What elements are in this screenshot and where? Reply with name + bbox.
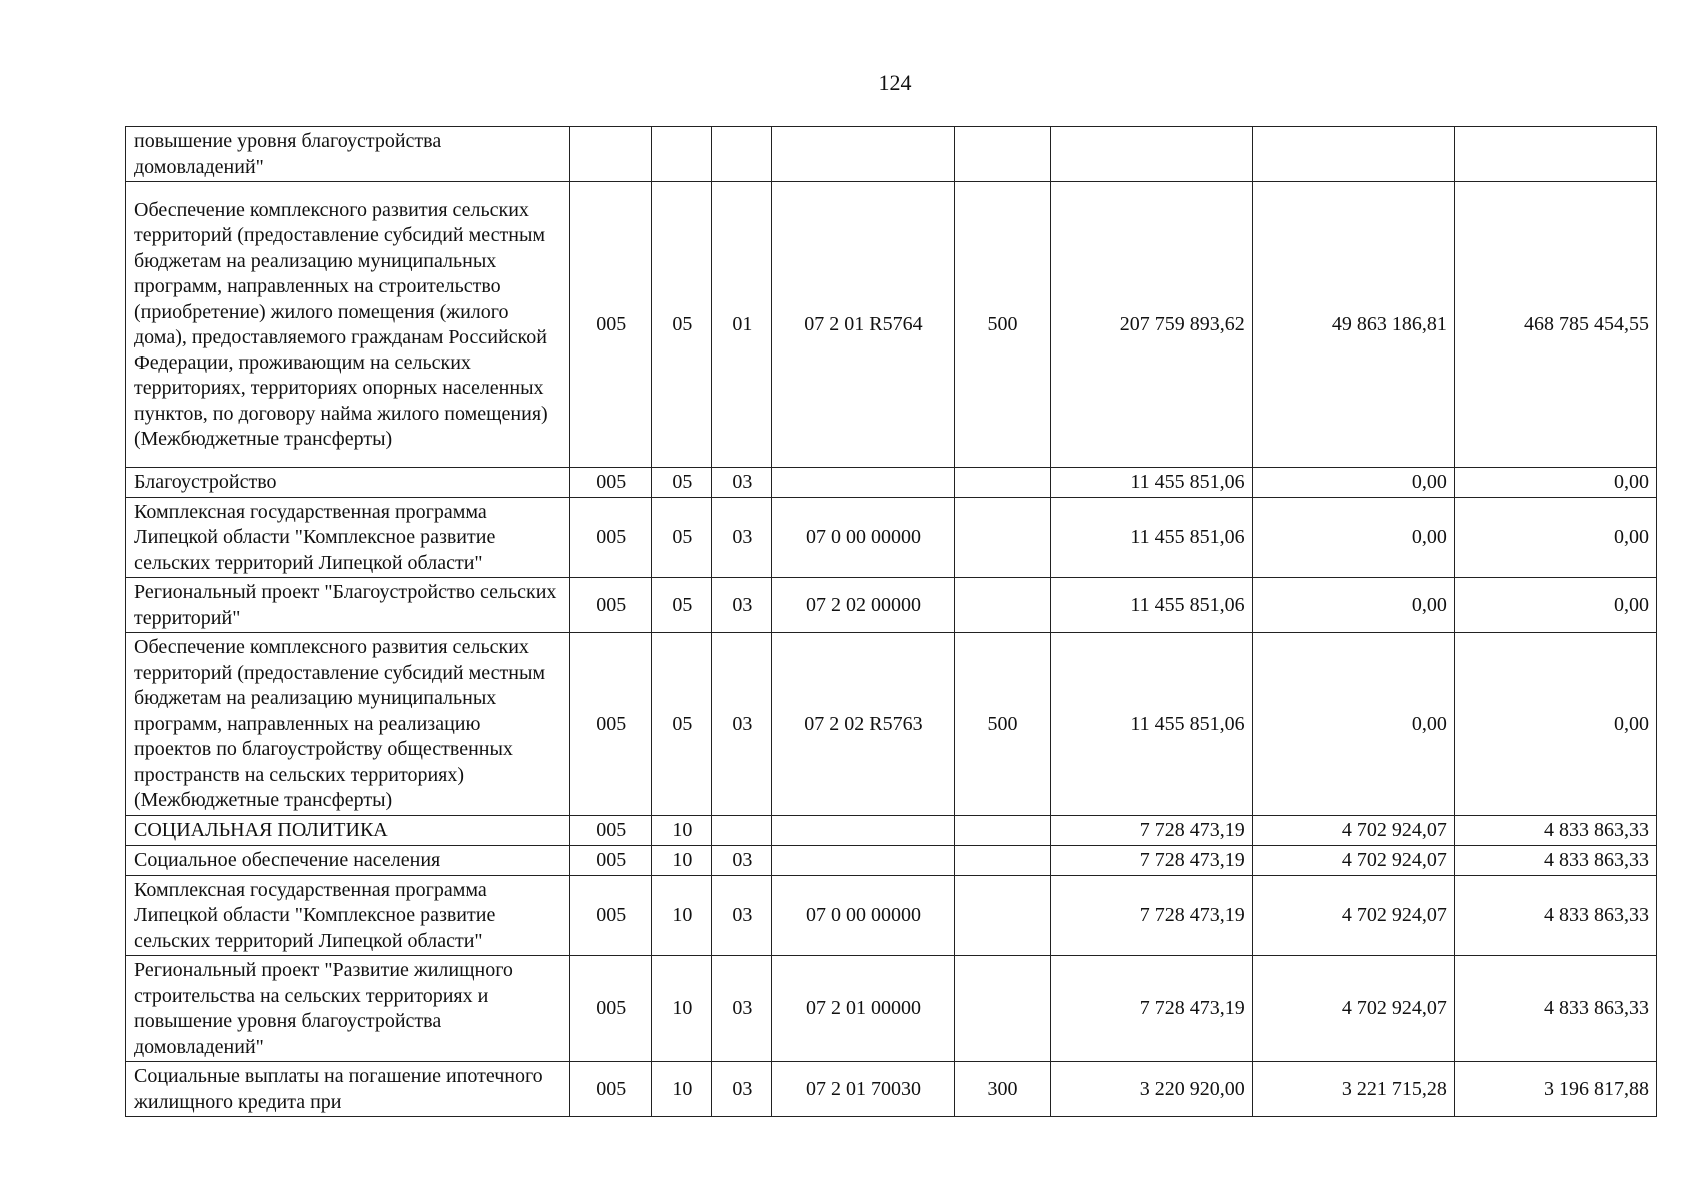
row-target-article: 07 2 02 00000: [772, 578, 954, 633]
row-target-article: 07 2 01 70030: [772, 1062, 954, 1117]
row-amount-year1: 7 728 473,19: [1050, 845, 1252, 875]
row-name: Социальное обеспечение населения: [126, 845, 570, 875]
row-expense-type: 500: [954, 633, 1050, 816]
row-amount-year3: 4 833 863,33: [1454, 845, 1656, 875]
row-grbs: 005: [570, 845, 652, 875]
row-grbs: 005: [570, 1062, 652, 1117]
row-amount-year2: [1252, 127, 1454, 182]
row-target-article: [772, 815, 954, 845]
row-expense-type: [954, 956, 1050, 1062]
row-section: 05: [652, 468, 712, 498]
row-section: 10: [652, 875, 712, 956]
row-grbs: 005: [570, 578, 652, 633]
row-amount-year3: 0,00: [1454, 468, 1656, 498]
row-amount-year2: 3 221 715,28: [1252, 1062, 1454, 1117]
table-row: [126, 815, 1657, 845]
row-name: Региональный проект "Благоустройство сельских территорий": [126, 578, 570, 633]
row-amount-year1: 11 455 851,06: [1050, 497, 1252, 578]
row-subsection: 03: [712, 956, 772, 1062]
table-row: [126, 845, 1657, 875]
row-section: 10: [652, 1062, 712, 1117]
row-amount-year3: 0,00: [1454, 578, 1656, 633]
table-row: [126, 633, 1657, 816]
table-row: [126, 875, 1657, 956]
row-section: [652, 127, 712, 182]
row-name: повышение уровня благоустройства домовладений": [126, 127, 570, 182]
row-amount-year2: 0,00: [1252, 497, 1454, 578]
row-grbs: 005: [570, 497, 652, 578]
row-amount-year2: 4 702 924,07: [1252, 956, 1454, 1062]
row-amount-year2: 49 863 186,81: [1252, 182, 1454, 468]
row-amount-year2: 4 702 924,07: [1252, 875, 1454, 956]
row-target-article: [772, 127, 954, 182]
row-subsection: [712, 127, 772, 182]
row-expense-type: [954, 845, 1050, 875]
budget-table: [125, 126, 1657, 1117]
row-expense-type: [954, 815, 1050, 845]
table-row: [126, 182, 1657, 468]
row-subsection: 03: [712, 845, 772, 875]
row-name: СОЦИАЛЬНАЯ ПОЛИТИКА: [126, 815, 570, 845]
row-amount-year1: 11 455 851,06: [1050, 633, 1252, 816]
row-amount-year1: 3 220 920,00: [1050, 1062, 1252, 1117]
row-expense-type: [954, 468, 1050, 498]
row-name: Социальные выплаты на погашение ипотечного жилищного кредита при: [126, 1062, 570, 1117]
row-amount-year1: 207 759 893,62: [1050, 182, 1252, 468]
row-target-article: 07 2 01 00000: [772, 956, 954, 1062]
row-grbs: 005: [570, 182, 652, 468]
row-name: Обеспечение комплексного развития сельских территорий (предоставление субсидий местным бюджетам на реализацию муниципальных программ, направленных на строительство (приобретение) жилого помещения (жилого дома), предоставляемого гражданам Российской Федерации, проживающим на сельских территориях, территориях опорных населенных пунктов, по договору найма жилого помещения) (Межбюджетные трансферты): [126, 182, 570, 468]
row-amount-year2: 0,00: [1252, 468, 1454, 498]
row-expense-type: 300: [954, 1062, 1050, 1117]
row-target-article: 07 0 00 00000: [772, 497, 954, 578]
row-amount-year2: 4 702 924,07: [1252, 815, 1454, 845]
row-grbs: 005: [570, 875, 652, 956]
row-subsection: 03: [712, 497, 772, 578]
row-section: 05: [652, 182, 712, 468]
row-section: 05: [652, 578, 712, 633]
page-number: 124: [878, 70, 912, 95]
row-amount-year3: 0,00: [1454, 497, 1656, 578]
row-amount-year3: [1454, 127, 1656, 182]
row-name: Комплексная государственная программа Липецкой области "Комплексное развитие сельских территорий Липецкой области": [126, 497, 570, 578]
row-expense-type: [954, 875, 1050, 956]
table-row: [126, 127, 1657, 182]
row-subsection: 03: [712, 578, 772, 633]
table-row: [126, 956, 1657, 1062]
row-amount-year2: 0,00: [1252, 578, 1454, 633]
row-amount-year1: 7 728 473,19: [1050, 815, 1252, 845]
row-amount-year2: 0,00: [1252, 633, 1454, 816]
row-section: 05: [652, 497, 712, 578]
row-amount-year3: 4 833 863,33: [1454, 815, 1656, 845]
row-amount-year1: 11 455 851,06: [1050, 578, 1252, 633]
row-grbs: 005: [570, 468, 652, 498]
row-subsection: 03: [712, 633, 772, 816]
table-row: [126, 578, 1657, 633]
row-section: 10: [652, 815, 712, 845]
row-subsection: 03: [712, 468, 772, 498]
row-amount-year1: 7 728 473,19: [1050, 875, 1252, 956]
row-target-article: [772, 468, 954, 498]
row-name: Обеспечение комплексного развития сельских территорий (предоставление субсидий местным бюджетам на реализацию муниципальных программ, направленных на реализацию проектов по благоустройству общественных пространств на сельских территориях) (Межбюджетные трансферты): [126, 633, 570, 816]
row-grbs: [570, 127, 652, 182]
table-row: [126, 497, 1657, 578]
row-amount-year3: 0,00: [1454, 633, 1656, 816]
budget-table-body: [126, 127, 1657, 1117]
row-section: 10: [652, 845, 712, 875]
row-amount-year1: 11 455 851,06: [1050, 468, 1252, 498]
row-amount-year1: [1050, 127, 1252, 182]
row-grbs: 005: [570, 815, 652, 845]
row-subsection: 03: [712, 875, 772, 956]
row-target-article: 07 0 00 00000: [772, 875, 954, 956]
row-amount-year3: 4 833 863,33: [1454, 956, 1656, 1062]
row-subsection: 01: [712, 182, 772, 468]
table-row: [126, 1062, 1657, 1117]
row-amount-year3: 4 833 863,33: [1454, 875, 1656, 956]
row-amount-year3: 468 785 454,55: [1454, 182, 1656, 468]
row-section: 10: [652, 956, 712, 1062]
row-subsection: [712, 815, 772, 845]
row-amount-year2: 4 702 924,07: [1252, 845, 1454, 875]
row-target-article: 07 2 02 R5763: [772, 633, 954, 816]
row-amount-year1: 7 728 473,19: [1050, 956, 1252, 1062]
row-expense-type: [954, 578, 1050, 633]
row-name: Региональный проект "Развитие жилищного строительства на сельских территориях и повышение уровня благоустройства домовладений": [126, 956, 570, 1062]
row-expense-type: [954, 497, 1050, 578]
row-expense-type: 500: [954, 182, 1050, 468]
row-name: Благоустройство: [126, 468, 570, 498]
table-row: [126, 468, 1657, 498]
row-name: Комплексная государственная программа Липецкой области "Комплексное развитие сельских территорий Липецкой области": [126, 875, 570, 956]
row-target-article: 07 2 01 R5764: [772, 182, 954, 468]
row-target-article: [772, 845, 954, 875]
row-section: 05: [652, 633, 712, 816]
row-subsection: 03: [712, 1062, 772, 1117]
row-grbs: 005: [570, 956, 652, 1062]
row-grbs: 005: [570, 633, 652, 816]
row-amount-year3: 3 196 817,88: [1454, 1062, 1656, 1117]
row-expense-type: [954, 127, 1050, 182]
